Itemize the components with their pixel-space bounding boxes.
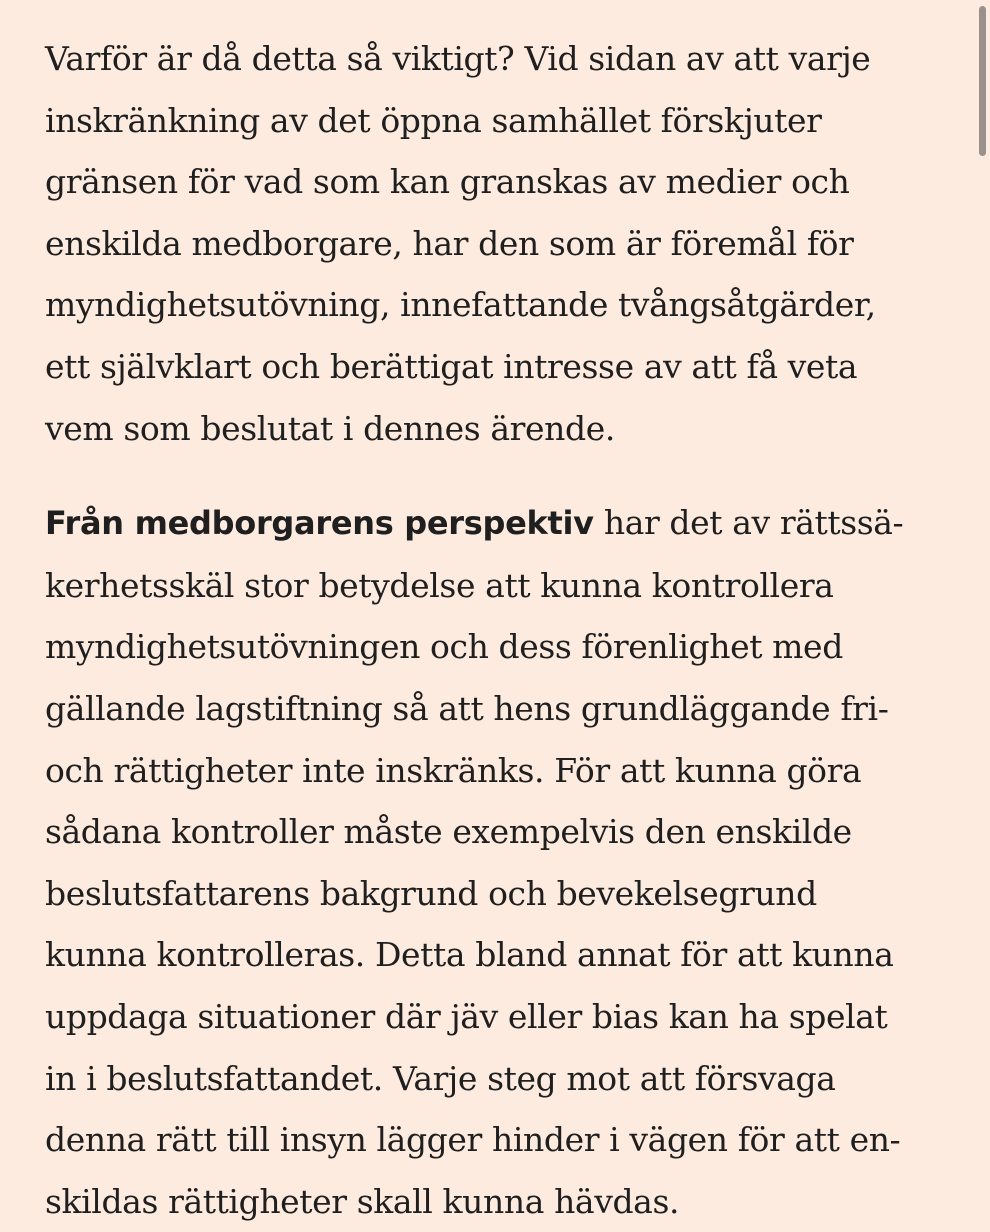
text-line: uppdaga situationer där jäv eller bias kan ha spelat xyxy=(45,996,888,1036)
text-line: vem som beslutat i dennes ärende. xyxy=(45,408,615,448)
text-line: skildas rättigheter skall kunna hävdas. xyxy=(45,1181,680,1221)
text-line: in i beslutsfattandet. Varje steg mot att försvaga xyxy=(45,1058,836,1098)
text-line: sådana kontroller måste exempelvis den enskilde xyxy=(45,812,852,852)
lead-line-rest: har det av rättssä- xyxy=(593,503,904,543)
text-line xyxy=(45,492,945,555)
text-line: och rättigheter inte inskränks. För att kunna göra xyxy=(45,750,862,790)
text-line: kerhetsskäl stor betydelse att kunna kontrollera xyxy=(45,565,834,605)
text-line: kunna kontrolleras. Detta bland annat för att kunna xyxy=(45,935,894,975)
text-line: inskränkning av det öppna samhället förskjuter xyxy=(45,100,822,140)
text-line: enskilda medborgare, har den som är föremål för xyxy=(45,223,854,263)
paragraph-why-important xyxy=(45,28,945,459)
text-line: gränsen för vad som kan granskas av medier och xyxy=(45,162,850,202)
paragraph-citizen-perspective xyxy=(45,492,945,1232)
vertical-scrollbar[interactable] xyxy=(976,0,990,1200)
text-line: Varför är då detta så viktigt? Vid sidan av att varje xyxy=(45,39,871,78)
text-line: beslutsfattarens bakgrund och bevekelsegrund xyxy=(45,873,817,913)
text-line: gällande lagstiftning så att hens grundläggande fri- xyxy=(45,688,889,728)
text-line: myndighetsutövningen och dess förenlighet med xyxy=(45,627,843,667)
text-line: ett självklart och berättigat intresse av att få veta xyxy=(45,346,858,386)
text-line: myndighetsutövning, innefattande tvångsåtgärder, xyxy=(45,285,876,325)
scrollbar-thumb[interactable] xyxy=(979,6,986,156)
article-body xyxy=(45,28,945,1232)
lead-in-bold: Från medborgarens perspektiv xyxy=(45,504,594,543)
text-line: denna rätt till insyn lägger hinder i vägen för att en- xyxy=(45,1120,901,1160)
